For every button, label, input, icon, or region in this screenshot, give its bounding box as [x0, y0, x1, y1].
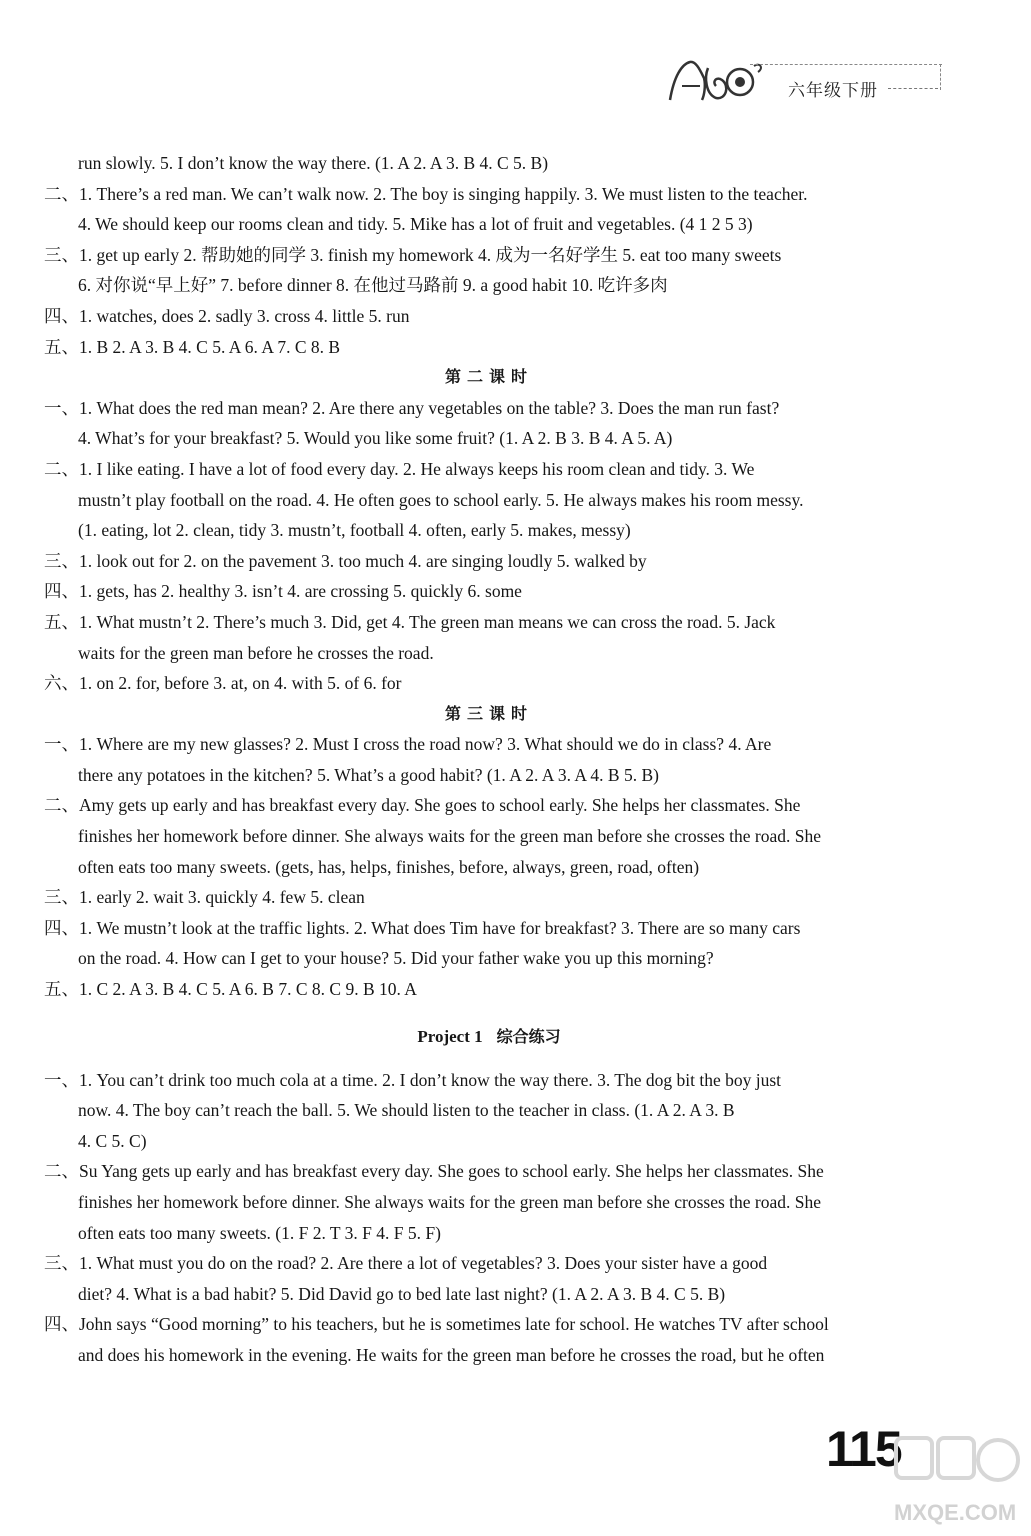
answer-line: 一、1. Where are my new glasses? 2. Must I cross the road now? 3. What should we do in class? 4. Are — [44, 734, 772, 755]
grade-label: 六年级下册 — [788, 81, 878, 101]
answer-line: 二、Su Yang gets up early and has breakfast every day. She goes to school early. She helps her classmates. She — [44, 1161, 824, 1182]
answer-line: 6. 对你说“早上好” 7. before dinner 8. 在他过马路前 9. a good habit 10. 吃许多肉 — [78, 275, 668, 296]
answer-line: 五、1. B 2. A 3. B 4. C 5. A 6. A 7. C 8. B — [44, 336, 341, 357]
project-label: Project 1 — [417, 1026, 483, 1046]
answer-line: finishes her homework before dinner. She always waits for the green man before she crosses the road. She — [78, 1192, 822, 1212]
lesson-answers — [44, 148, 934, 1005]
answer-line: 4. We should keep our rooms clean and tidy. 5. Mike has a lot of fruit and vegetables. (4 1 2 5 3) — [78, 214, 753, 235]
header-dotted-line — [888, 88, 938, 89]
answer-line: waits for the green man before he crosses the road. — [78, 642, 434, 663]
answer-line: run slowly. 5. I don’t know the way there. (1. A 2. A 3. B 4. C 5. B) — [78, 153, 549, 173]
answer-line: diet? 4. What is a bad habit? 5. Did David go to bed late last night? (1. A 2. A 3. B 4. C 5. B) — [78, 1283, 726, 1304]
page-header — [640, 52, 960, 112]
answer-line: 4. What’s for your breakfast? 5. Would you like some fruit? (1. A 2. B 3. B 4. A 5. A) — [78, 428, 673, 449]
page-number: 115 — [826, 1421, 901, 1477]
answer-key — [44, 148, 934, 1371]
answer-line: (1. eating, lot 2. clean, tidy 3. mustn’t, football 4. often, early 5. makes, messy) — [78, 520, 631, 541]
header-rule — [750, 64, 942, 65]
answer-line: 四、1. We mustn’t look at the traffic lights. 2. What does Tim have for breakfast? 3. There are so many cars — [44, 917, 801, 938]
answer-line: 五、1. What mustn’t 2. There’s much 3. Did, get 4. The green man means we can cross the road. 5. Jack — [44, 611, 776, 632]
answer-line: 四、1. gets, has 2. healthy 3. isn’t 4. are crossing 5. quickly 6. some — [44, 581, 522, 602]
answer-line: 一、1. What does the red man mean? 2. Are there any vegetables on the table? 3. Does the man run fast? — [44, 397, 780, 418]
answer-line: and does his homework in the evening. He waits for the green man before he crosses the road, but he often — [78, 1344, 825, 1365]
answer-line: 三、1. What must you do on the road? 2. Are there a lot of vegetables? 3. Does your sister have a good — [44, 1253, 768, 1274]
answer-line: often eats too many sweets. (1. F 2. T 3. F 4. F 5. F) — [78, 1222, 441, 1243]
watermark-text: MXQE.COM — [894, 1500, 1017, 1525]
answer-line: 四、John says “Good morning” to his teachers, but he is sometimes late for school. He watches TV after school — [44, 1314, 829, 1335]
answer-line: 三、1. look out for 2. on the pavement 3. too much 4. are singing loudly 5. walked by — [44, 550, 647, 571]
section-title: 第二课时 — [444, 367, 533, 387]
answer-line: 二、1. I like eating. I have a lot of food every day. 2. He always keeps his room clean and tidy. 3. We — [44, 458, 755, 479]
header-rule-end — [940, 64, 941, 90]
answer-line: now. 4. The boy can’t reach the ball. 5. We should listen to the teacher in class. (1. A 2. A 3. B — [78, 1100, 735, 1121]
answer-line: 五、1. C 2. A 3. B 4. C 5. A 6. B 7. C 8. C 9. B 10. A — [44, 979, 417, 1000]
answer-line: 三、1. get up early 2. 帮助她的同学 3. finish my homework 4. 成为一名好学生 5. eat too many sweets — [44, 244, 782, 265]
watermark-logo-icon — [890, 1432, 1025, 1532]
project-heading — [44, 1015, 934, 1059]
answer-line: on the road. 4. How can I get to your house? 5. Did your father wake you up this morning? — [78, 948, 714, 969]
project-title: 综合练习 — [496, 1026, 561, 1046]
answer-line: 4. C 5. C) — [78, 1130, 147, 1151]
answer-line: 六、1. on 2. for, before 3. at, on 4. with 5. of 6. for — [44, 673, 402, 694]
answer-line: mustn’t play football on the road. 4. He often goes to school early. 5. He always makes his room messy. — [78, 489, 804, 510]
answer-line: 一、1. You can’t drink too much cola at a time. 2. I don’t know the way there. 3. The dog bit the boy just — [44, 1069, 781, 1090]
answer-line: 二、Amy gets up early and has breakfast every day. She goes to school early. She helps her classmates. She — [44, 795, 801, 816]
project-answers — [44, 1065, 934, 1371]
answer-line: 二、1. There’s a red man. We can’t walk now. 2. The boy is singing happily. 3. We must listen to the teacher. — [44, 183, 808, 204]
answer-line: 四、1. watches, does 2. sadly 3. cross 4. little 5. run — [44, 305, 410, 326]
answer-line: 三、1. early 2. wait 3. quickly 4. few 5. clean — [44, 887, 365, 908]
answer-line: there any potatoes in the kitchen? 5. What’s a good habit? (1. A 2. A 3. A 4. B 5. B) — [78, 764, 659, 785]
section-title: 第三课时 — [444, 703, 533, 723]
answer-line: often eats too many sweets. (gets, has, helps, finishes, before, always, green, road, often) — [78, 856, 700, 877]
answer-line: finishes her homework before dinner. She always waits for the green man before she crosses the road. She — [78, 826, 822, 847]
